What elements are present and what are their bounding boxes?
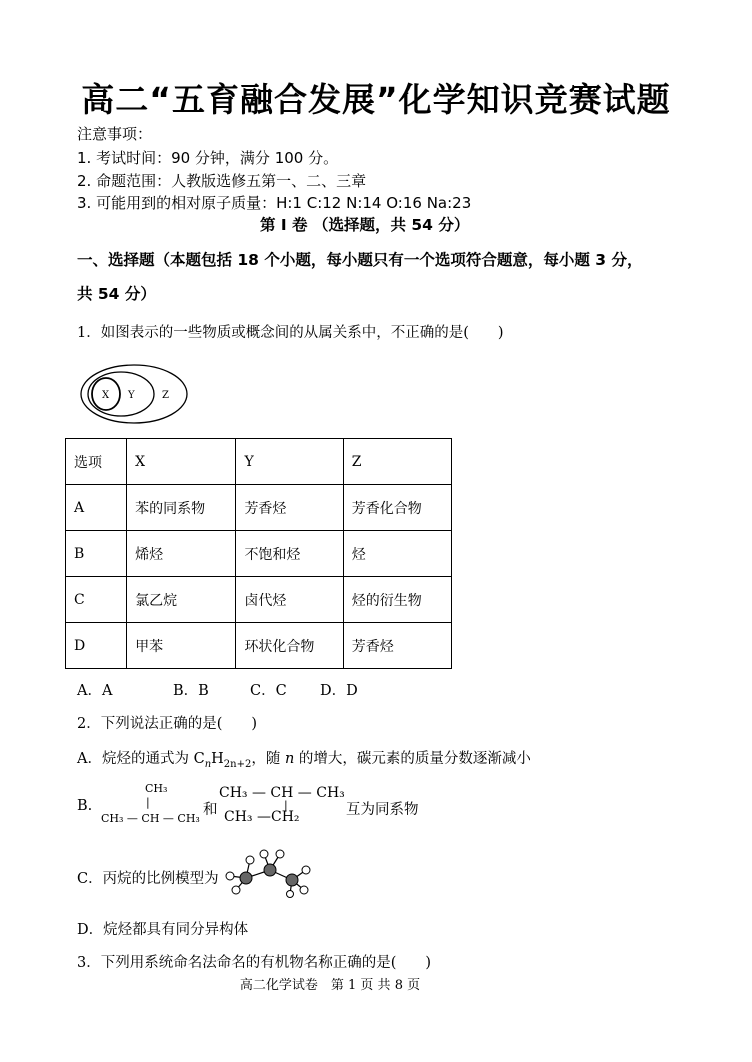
table-cell: 氯乙烷 bbox=[127, 577, 236, 623]
q2-b-suffix: 互为同系物 bbox=[346, 802, 419, 818]
table-header-cell: 选项 bbox=[66, 439, 127, 485]
q2-a-h: H bbox=[211, 751, 224, 767]
q2-a-suffix: ，随 bbox=[251, 751, 285, 767]
page-title: 高二“五育融合发展”化学知识竞赛试题 bbox=[81, 80, 671, 119]
q2-a-tail: 的增大，碳元素的质量分数逐渐减小 bbox=[294, 751, 531, 767]
q2-b-mol1-main: CH₃ — CH — CH₃ bbox=[101, 812, 200, 825]
section-title: 第 I 卷 （选择题，共 54 分） bbox=[260, 216, 470, 234]
propane-model-icon bbox=[220, 846, 316, 898]
q2-b-mol1-top: CH₃ bbox=[145, 782, 168, 795]
table-cell: 芳香烃 bbox=[236, 485, 343, 531]
q2-option-a bbox=[77, 747, 531, 770]
part-heading-line2: 共 54 分） bbox=[77, 285, 156, 303]
table-cell: 烯烃 bbox=[127, 531, 236, 577]
table-cell: 卤代烃 bbox=[236, 577, 343, 623]
table-cell: 芳香烃 bbox=[343, 623, 451, 669]
table-header-cell: Z bbox=[343, 439, 451, 485]
table-row bbox=[66, 577, 452, 623]
table-row bbox=[66, 485, 452, 531]
table-cell: D bbox=[66, 623, 127, 669]
note-item-3: 3. 可能用到的相对原子质量：H:1 C:12 N:14 O:16 Na:23 bbox=[77, 194, 472, 212]
q2-stem: 2．下列说法正确的是( ) bbox=[77, 716, 258, 732]
table-row bbox=[66, 531, 452, 577]
notes-heading: 注意事项： bbox=[77, 125, 153, 143]
q1-stem: 1．如图表示的一些物质或概念间的从属关系中，不正确的是( ) bbox=[77, 325, 504, 341]
q1-choice-a: A．A bbox=[77, 683, 113, 699]
note-item-2: 2. 命题范围：人教版选修五第一、二、三章 bbox=[77, 172, 367, 190]
q2-b-mol2-top: CH₃ — CH — CH₃ bbox=[219, 785, 345, 801]
page-footer: 高二化学试卷 第 1 页 共 8 页 bbox=[239, 978, 421, 993]
venn-label-y: Y bbox=[128, 390, 135, 401]
table-cell: 芳香化合物 bbox=[343, 485, 451, 531]
q2-b-mol1-bar: | bbox=[146, 796, 150, 809]
q2-b-mol2-bottom: CH₃ —CH₂ bbox=[224, 809, 300, 825]
q3-stem: 3．下列用系统命名法命名的有机物名称正确的是( ) bbox=[77, 955, 432, 971]
part-heading-line1: 一、选择题（本题包括 18 个小题，每小题只有一个选项符合题意，每小题 3 分， bbox=[77, 251, 643, 269]
table-cell: B bbox=[66, 531, 127, 577]
table-cell: 甲苯 bbox=[127, 623, 236, 669]
table-cell: 环状化合物 bbox=[236, 623, 343, 669]
note-item-1: 1. 考试时间：90 分钟，满分 100 分。 bbox=[77, 149, 339, 167]
q2-a-prefix: A．烷烃的通式为 C bbox=[77, 751, 205, 767]
q1-choice-b: B．B bbox=[173, 683, 209, 699]
table-row bbox=[66, 623, 452, 669]
venn-middle-y bbox=[88, 372, 154, 416]
venn-label-x: X bbox=[102, 390, 110, 401]
q2-a-sub-2n2: 2n+2 bbox=[223, 758, 252, 770]
q1-options-table bbox=[65, 438, 452, 669]
table-cell: 烃 bbox=[343, 531, 451, 577]
q2-option-d: D．烷烃都具有同分异构体 bbox=[77, 922, 249, 938]
q1-choice-c: C．C bbox=[250, 683, 287, 699]
q2-a-sub-n: n bbox=[204, 758, 212, 770]
table-header-cell: Y bbox=[236, 439, 343, 485]
table-cell: 苯的同系物 bbox=[127, 485, 236, 531]
q2-option-c: C．丙烷的比例模型为 bbox=[77, 871, 219, 887]
table-cell: C bbox=[66, 577, 127, 623]
table-cell: 烃的衍生物 bbox=[343, 577, 451, 623]
q2-option-b-label: B. bbox=[77, 798, 93, 814]
table-header-cell: X bbox=[127, 439, 236, 485]
q2-b-and: 和 bbox=[203, 802, 218, 818]
table-header-row bbox=[66, 439, 452, 485]
q2-b-mol2-bar: | bbox=[284, 799, 288, 812]
table-cell: 不饱和烃 bbox=[236, 531, 343, 577]
table-cell: A bbox=[66, 485, 127, 531]
venn-label-z: Z bbox=[162, 390, 169, 401]
venn-diagram bbox=[78, 362, 190, 426]
q2-a-n: n bbox=[284, 751, 295, 767]
q1-choice-d: D．D bbox=[320, 683, 358, 699]
